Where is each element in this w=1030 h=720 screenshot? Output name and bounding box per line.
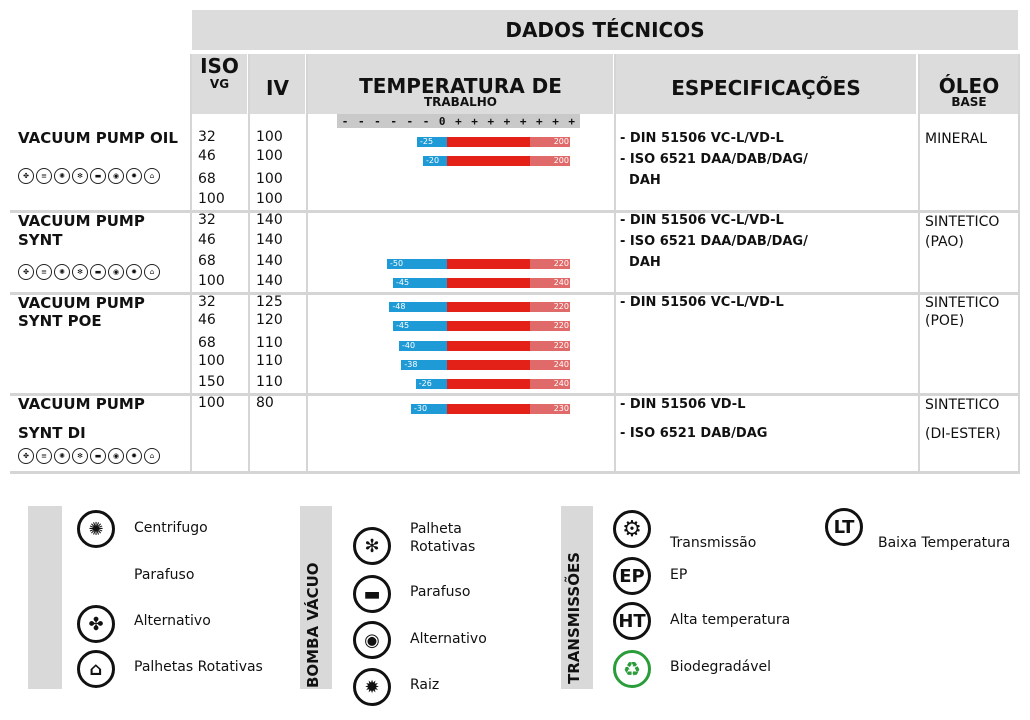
bar-min-label: -45 [396, 321, 410, 330]
scale-tick: + [487, 114, 495, 128]
parafuso-icon: ≡ [36, 264, 52, 280]
legend-ep: EP [670, 567, 688, 583]
bar-min-label: -50 [390, 259, 404, 268]
iv-value: 140 [256, 253, 283, 269]
parafuso-icon: ▬ [90, 264, 106, 280]
palheta-icon: ✻ [72, 264, 88, 280]
application-icons [18, 448, 160, 464]
iv-value: 140 [256, 232, 283, 248]
centrifugo-icon: ✹ [126, 448, 142, 464]
divider [306, 54, 308, 472]
scale-tick: + [455, 114, 462, 128]
parafuso-icon: ▬ [90, 448, 106, 464]
legend-centrifugo: Centrifugo [134, 520, 208, 536]
iv-value: 110 [256, 335, 283, 351]
biodegradable-icon: ♻ [613, 650, 651, 688]
iso-value: 32 [198, 294, 216, 310]
centrifugo-icon: ✹ [126, 264, 142, 280]
alternativo-icon: ◉ [108, 264, 124, 280]
iv-value: 110 [256, 353, 283, 369]
scale-tick: + [519, 114, 527, 128]
header-spec-label: ESPECIFICAÇÕES [671, 76, 861, 100]
header-iv [250, 54, 305, 114]
header-iv-label: IV [266, 76, 289, 100]
divider [1018, 54, 1020, 472]
oleo-base: SINTETICO (POE) [925, 295, 1000, 329]
iv-value: 110 [256, 374, 283, 390]
temperature-scale [337, 114, 580, 128]
palhetas-rotativas-icon: ⌂ [144, 264, 160, 280]
alternativo-icon: ✤ [77, 605, 115, 643]
raiz-icon: ✹ [353, 668, 391, 706]
bar-max-label: 240 [553, 360, 569, 369]
alternativo-icon: ◉ [353, 621, 391, 659]
temperature-bar [417, 137, 570, 147]
bar-max-label: 220 [553, 302, 569, 311]
application-icons [18, 168, 160, 184]
iv-value: 125 [256, 294, 283, 310]
product-name: VACUUM PUMP OIL [18, 129, 178, 147]
bar-max-label: 220 [553, 259, 569, 268]
scale-tick: - [374, 114, 381, 128]
iso-value: 68 [198, 171, 216, 187]
iso-value: 100 [198, 191, 225, 207]
bar-min-label: -20 [426, 156, 440, 165]
ep-icon: EP [613, 557, 651, 595]
header-iso-label: ISO [200, 54, 239, 78]
legend-transmissoes-label: TRANSMISSÕES [565, 552, 583, 684]
legend-palhetas-rotativas: Palhetas Rotativas [134, 659, 263, 675]
legend-raiz: Raiz [410, 677, 440, 693]
palheta-icon: ✻ [72, 168, 88, 184]
temperature-bar [401, 360, 570, 370]
legend-alta-temperatura: Alta temperatura [670, 612, 791, 628]
centrifugo-icon: ✺ [77, 510, 115, 548]
header-iso [192, 54, 247, 114]
bar-max-label: 240 [553, 278, 569, 287]
alternativo-icon: ◉ [108, 168, 124, 184]
spec-text: - ISO 6521 DAB/DAG [620, 426, 768, 441]
iso-value: 32 [198, 212, 216, 228]
oleo-base: SINTETICO [925, 397, 1000, 413]
spec-text: - DIN 51506 VC-L/VD-L - ISO 6521 DAA/DAB/DAG/ DAH [620, 213, 808, 270]
lt-icon: LT [825, 508, 863, 546]
header-temp-sub: TRABALHO [423, 95, 498, 109]
parafuso-icon: ≡ [36, 168, 52, 184]
parafuso-icon: ≡ [36, 448, 52, 464]
legend-alternativo-bomba: Alternativo [410, 631, 487, 647]
bar-max-label: 220 [553, 321, 569, 330]
row-divider [10, 471, 1020, 474]
alternativo-icon: ✤ [18, 168, 34, 184]
palhetas-rotativas-icon: ⌂ [144, 448, 160, 464]
table-title: DADOS TÉCNICOS [192, 10, 1018, 50]
row-divider [10, 393, 1020, 396]
bar-max-label: 230 [553, 404, 569, 413]
oleo-base: MINERAL [925, 131, 988, 147]
iso-value: 46 [198, 232, 216, 248]
scale-tick: 0 [438, 114, 446, 128]
spec-text: - DIN 51506 VD-L [620, 397, 746, 412]
legend-parafuso: Parafuso [134, 567, 195, 583]
scale-tick: - [357, 114, 365, 128]
bar-max-label: 220 [553, 341, 569, 350]
divider [248, 54, 250, 472]
legend-parafuso-bomba: Parafuso [410, 584, 471, 600]
alternativo-icon: ✤ [18, 264, 34, 280]
header-temp-label: TEMPERATURA DE [359, 74, 562, 98]
iv-value: 80 [256, 395, 274, 411]
legend-transmissao: Transmissão [670, 535, 757, 551]
palheta-rotativa-icon: ✻ [353, 527, 391, 565]
scale-tick: - [390, 114, 397, 128]
header-oleo [920, 54, 1018, 114]
legend-bomba-label: BOMBA VÁCUO [304, 562, 322, 688]
product-name: VACUUM PUMP SYNT [18, 212, 145, 249]
scale-tick: - [341, 114, 349, 128]
scale-tick: + [503, 114, 511, 128]
scale-tick: + [552, 114, 559, 128]
row-divider [10, 210, 1020, 213]
centrifugo-icon: ✹ [126, 168, 142, 184]
temperature-bar [393, 278, 570, 288]
product-name: VACUUM PUMP SYNT POE [18, 294, 145, 330]
bar-min-label: -30 [414, 404, 428, 413]
legend-alternativo: Alternativo [134, 613, 211, 629]
scale-tick: - [422, 114, 430, 128]
legend-baixa-temperatura: Baixa Temperatura [878, 535, 1011, 551]
spec-text: - DIN 51506 VC-L/VD-L - ISO 6521 DAA/DAB/DAG/ DAH [620, 131, 808, 188]
product-name: VACUUM PUMP [18, 395, 145, 413]
temperature-bar [416, 379, 570, 389]
iso-value: 46 [198, 148, 216, 164]
header-oleo-sub: BASE [951, 95, 987, 109]
iso-value: 68 [198, 253, 216, 269]
temperature-bar [423, 156, 570, 166]
scale-tick: + [536, 114, 543, 128]
iso-value: 46 [198, 312, 216, 328]
bar-min-label: -38 [404, 360, 418, 369]
temperature-bar [389, 302, 570, 312]
iso-value: 150 [198, 374, 225, 390]
bar-max-label: 200 [553, 156, 569, 165]
header-spec [616, 54, 916, 114]
legend-biodegradavel: Biodegradável [670, 659, 772, 675]
iv-value: 100 [256, 129, 283, 145]
centrifugo-icon: ✺ [54, 264, 70, 280]
scale-tick: - [406, 114, 414, 128]
scale-tick: + [471, 114, 478, 128]
application-icons [18, 264, 160, 280]
iso-value: 68 [198, 335, 216, 351]
spec-text: - DIN 51506 VC-L/VD-L [620, 295, 784, 310]
iv-value: 100 [256, 171, 283, 187]
ht-icon: HT [613, 602, 651, 640]
iso-value: 32 [198, 129, 216, 145]
iv-value: 120 [256, 312, 283, 328]
legend-palheta-rotativas: Palheta Rotativas [410, 521, 476, 555]
iv-value: 140 [256, 212, 283, 228]
divider [918, 54, 920, 472]
bar-max-label: 200 [553, 137, 569, 146]
scale-tick: + [568, 114, 576, 128]
bar-min-label: -25 [420, 137, 434, 146]
oleo-base: SINTETICO (PAO) [925, 214, 1000, 250]
centrifugo-icon: ✺ [54, 168, 70, 184]
bar-min-label: -45 [396, 278, 410, 287]
bar-min-label: -40 [402, 341, 416, 350]
palhetas-rotativas-icon: ⌂ [77, 650, 115, 688]
iso-value: 100 [198, 273, 225, 289]
temperature-bar [393, 321, 570, 331]
palheta-icon: ✻ [72, 448, 88, 464]
temperature-bar [411, 404, 570, 414]
legend-compressores-band [28, 506, 62, 689]
oleo-base: (DI-ESTER) [925, 426, 1001, 442]
temperature-bar [399, 341, 570, 351]
bar-min-label: -26 [418, 379, 432, 388]
parafuso-icon: ▬ [353, 575, 391, 613]
header-oleo-label: ÓLEO [938, 74, 1000, 98]
iso-value: 100 [198, 395, 225, 411]
product-name-line2: SYNT DI [18, 424, 86, 442]
bar-max-label: 240 [553, 379, 569, 388]
iv-value: 100 [256, 191, 283, 207]
divider [190, 54, 192, 472]
iv-value: 140 [256, 273, 283, 289]
iso-value: 100 [198, 353, 225, 369]
centrifugo-icon: ✺ [54, 448, 70, 464]
palhetas-rotativas-icon: ⌂ [144, 168, 160, 184]
header-temp [308, 54, 613, 114]
parafuso-icon: ▬ [90, 168, 106, 184]
iv-value: 100 [256, 148, 283, 164]
row-divider [10, 292, 1020, 295]
divider [614, 54, 616, 472]
temperature-bar [387, 259, 570, 269]
gear-icon: ⚙ [613, 510, 651, 548]
header-iso-sub: VG [209, 77, 230, 91]
alternativo-icon: ◉ [108, 448, 124, 464]
bar-min-label: -48 [392, 302, 406, 311]
alternativo-icon: ✤ [18, 448, 34, 464]
